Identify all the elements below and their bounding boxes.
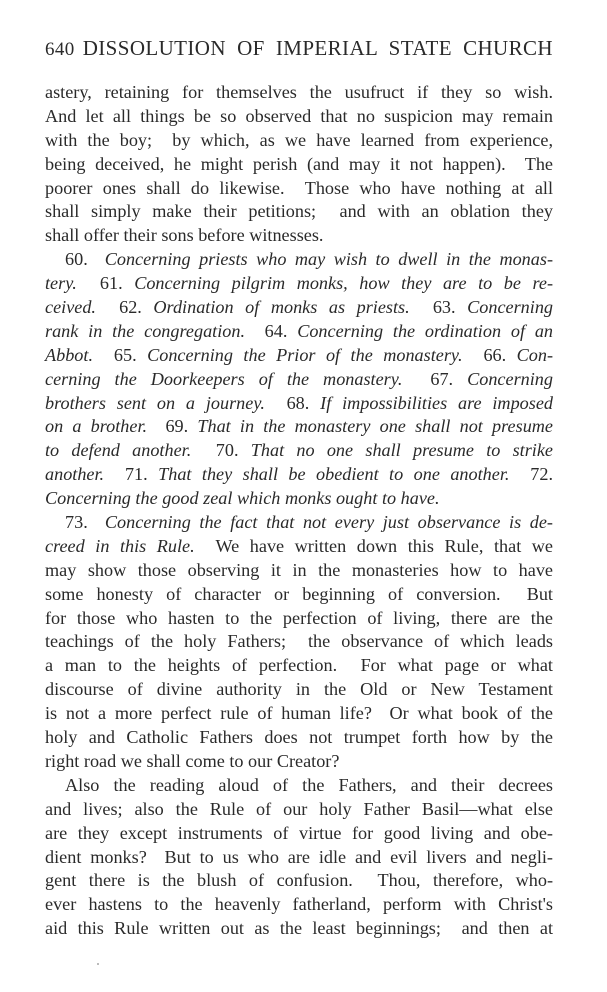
text-segment: gent there is the blush of confusion. Thou, therefore, who-	[45, 870, 553, 891]
text-segment: 66.	[462, 344, 517, 365]
italic-text: rank in the congregation.	[45, 320, 246, 341]
text-line	[45, 822, 553, 846]
text-line	[45, 296, 553, 320]
text-segment: ever hastens to the heavenly fatherland, perform with Christ's	[45, 894, 553, 915]
text-segment: 68.	[264, 392, 321, 413]
text-segment: may show those observing it in the monasteries how to have	[45, 559, 553, 580]
text-line	[45, 439, 553, 463]
text-line	[45, 846, 553, 870]
italic-text: another.	[45, 464, 105, 485]
italic-text: Concerning	[467, 368, 553, 389]
text-line	[45, 320, 553, 344]
text-segment: a man to the heights of perfection. For what page or what	[45, 655, 553, 676]
text-segment: teachings of the holy Fathers; the observance of which leads	[45, 631, 553, 652]
text-line	[45, 726, 553, 750]
text-segment: holy and Catholic Fathers does not trumpet forth how by the	[45, 727, 553, 748]
text-line	[45, 750, 553, 774]
text-segment: 63.	[409, 297, 468, 318]
italic-text: Concerning	[467, 297, 554, 318]
text-line	[45, 368, 553, 392]
text-segment: is not a more perfect rule of human life? Or what book of the	[45, 703, 553, 724]
text-segment: Also the reading aloud of the Fathers, and their decrees	[65, 774, 553, 795]
text-line	[45, 224, 553, 248]
text-segment: 61.	[76, 273, 135, 294]
italic-text: to defend another.	[45, 440, 192, 461]
running-header	[45, 36, 553, 64]
text-segment: 64.	[245, 320, 298, 341]
text-segment: some honesty of character or beginning of conversion. But	[45, 583, 553, 604]
scan-speck	[97, 963, 99, 965]
text-line	[45, 893, 553, 917]
text-segment: 73.	[65, 512, 105, 533]
italic-text: If impossibilities are imposed	[320, 392, 553, 413]
text-line	[45, 798, 553, 822]
italic-text: on a brother.	[45, 416, 148, 437]
italic-text: Concerning pilgrim monks, how they are to be re-	[134, 273, 553, 294]
text-line	[45, 392, 553, 416]
text-segment: 70.	[191, 440, 251, 461]
text-line	[45, 869, 553, 893]
text-segment: 67.	[402, 368, 468, 389]
text-line	[45, 535, 553, 559]
text-segment: 62.	[95, 297, 154, 318]
italic-text: creed in this Rule.	[45, 535, 195, 556]
text-line	[45, 630, 553, 654]
text-segment: astery, retaining for themselves the usufruct if they so wish.	[45, 82, 553, 102]
text-line	[45, 200, 553, 224]
text-segment: discourse of divine authority in the Old or New Testament	[45, 679, 553, 700]
text-line	[45, 583, 553, 607]
text-line	[45, 774, 553, 798]
italic-text: Concerning the good zeal which monks ought to have.	[45, 488, 440, 509]
text-line	[45, 415, 553, 439]
text-line	[45, 702, 553, 726]
text-segment: shall simply make their petitions; and with an oblation they	[45, 201, 553, 222]
text-segment: poorer ones shall do likewise. Those who have nothing at all	[45, 177, 553, 198]
italic-text: ceived.	[45, 297, 96, 318]
text-line	[45, 678, 553, 702]
text-segment: and lives; also the Rule of our holy Father Basil—what else	[45, 798, 553, 819]
text-line	[45, 511, 553, 535]
text-segment: aid this Rule written out as the least beginnings; and then at	[45, 918, 553, 939]
italic-text: Concerning the Prior of the monastery.	[147, 344, 463, 365]
text-line	[45, 344, 553, 368]
italic-text: Concerning the ordination of an	[297, 320, 554, 341]
page-number: 640	[45, 39, 75, 60]
text-segment: being deceived, he might perish (and may it not happen). The	[45, 153, 553, 174]
italic-text: brothers sent on a journey.	[45, 392, 265, 413]
text-line	[45, 153, 553, 177]
italic-text: Concerning priests who may wish to dwell in the monas-	[104, 249, 554, 270]
text-line	[45, 607, 553, 631]
text-segment: 72.	[509, 464, 554, 485]
text-line	[45, 463, 553, 487]
text-segment: for those who hasten to the perfection of living, there are the	[45, 607, 553, 628]
italic-text: Abbot.	[45, 344, 93, 365]
running-title: DISSOLUTION OF IMPERIAL STATE CHURCH	[82, 36, 553, 60]
italic-text: That in the monastery one shall not presume	[197, 416, 553, 437]
italic-text: That no one shall presume to strike	[250, 440, 554, 461]
text-segment: 60.	[65, 249, 105, 270]
text-line	[45, 272, 553, 296]
italic-text: tery.	[45, 273, 77, 294]
text-segment: And let all things be so observed that no suspicion may remain	[45, 105, 553, 126]
text-segment: 71.	[104, 464, 159, 485]
italic-text: cerning the Doorkeepers of the monastery.	[45, 368, 403, 389]
text-line	[45, 129, 553, 153]
text-segment: with the boy; by which, as we have learned from experience,	[45, 129, 553, 150]
text-line	[45, 177, 553, 201]
text-segment: shall offer their sons before witnesses.	[45, 225, 324, 246]
text-segment: right road we shall come to our Creator?	[45, 750, 340, 771]
italic-text: Ordination of monks as priests.	[153, 297, 410, 318]
text-line	[45, 105, 553, 129]
text-segment: We have written down this Rule, that we	[194, 535, 554, 556]
text-line	[45, 654, 553, 678]
italic-text: Con-	[516, 344, 554, 365]
text-segment: 69.	[147, 416, 198, 437]
text-line	[45, 917, 553, 941]
text-line	[45, 559, 553, 583]
text-segment: are they except instruments of virtue for good living and obe-	[45, 822, 553, 843]
text-line	[45, 248, 553, 272]
text-line	[45, 81, 553, 105]
text-segment: 65.	[93, 344, 148, 365]
italic-text: Concerning the fact that not every just observance is de-	[104, 512, 553, 533]
italic-text: That they shall be obedient to one another.	[158, 464, 510, 485]
page-body	[45, 81, 553, 941]
text-segment: dient monks? But to us who are idle and evil livers and negli-	[45, 846, 553, 867]
text-line	[45, 487, 553, 511]
